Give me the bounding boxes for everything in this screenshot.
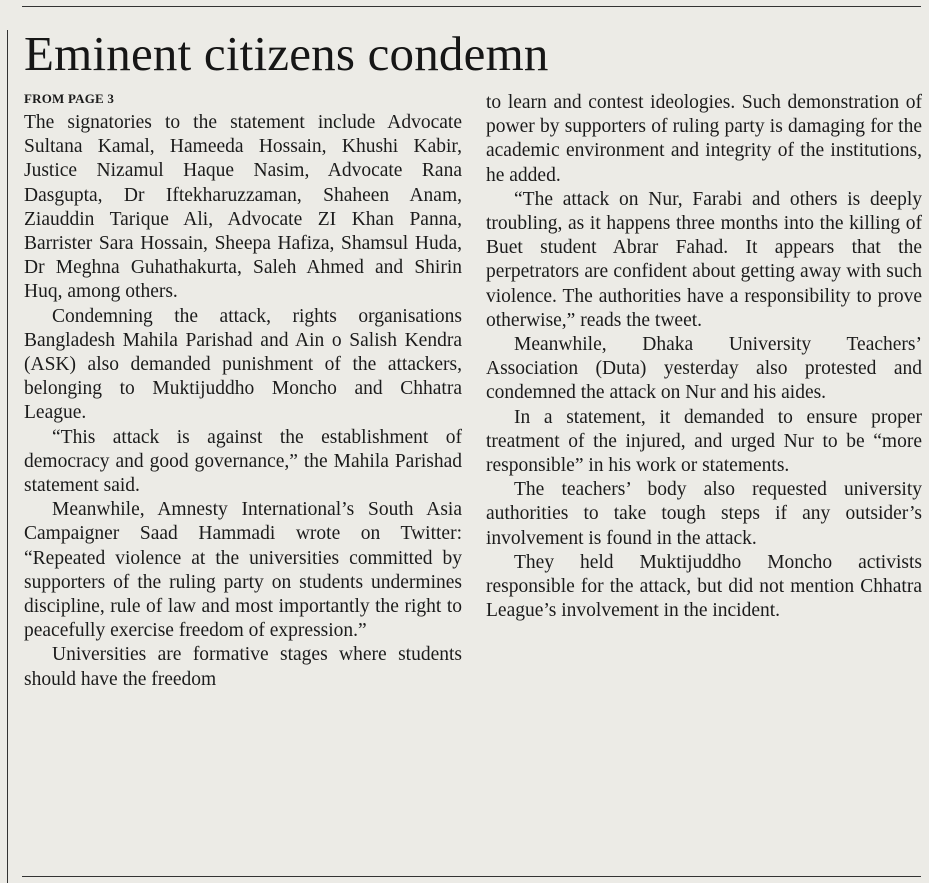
left-column-rule bbox=[7, 30, 8, 883]
paragraph: Condemning the attack, rights organisations Bangladesh Mahila Parishad and Ain o Salish Kendra (ASK) also demanded punishment of the attackers, belonging to Muktijuddho Moncho and Chhatra League. bbox=[24, 305, 462, 424]
paragraph: Meanwhile, Amnesty International’s South Asia Campaigner Saad Hammadi wrote on Twitter: “Repeated violence at the universities committed by supporters of the ruling party on students undermines discipline, rule of law and most importantly the right to peacefully exercise freedom of expression.” bbox=[24, 499, 462, 642]
paragraph: In a statement, it demanded to ensure proper treatment of the injured, and urged Nur to be “more responsible” in his work or statements. bbox=[486, 406, 922, 477]
paragraph: The teachers’ body also requested university authorities to take tough steps if any outsider’s involvement is found in the attack. bbox=[486, 479, 922, 549]
jump-label: FROM PAGE 3 bbox=[24, 91, 115, 106]
paragraph: “The attack on Nur, Farabi and others is deeply troubling, as it happens three months into the killing of Buet student Abrar Fahad. It appears that the perpetrators are confident about getting away with such violence. The authorities have a responsibility to prove otherwise,” reads the tweet. bbox=[486, 188, 922, 331]
paragraph: “This attack is against the establishment of democracy and good governance,” the Mahila Parishad statement said. bbox=[24, 426, 462, 497]
top-rule bbox=[22, 6, 921, 7]
headline: Eminent citizens condemn bbox=[24, 26, 549, 81]
paragraph: to learn and contest ideologies. Such demonstration of power by supporters of ruling party is damaging for the academic environment and integrity of the institutions, he added. bbox=[486, 92, 922, 186]
bottom-rule bbox=[22, 876, 921, 877]
paragraph: Universities are formative stages where students should have the freedom bbox=[24, 644, 462, 690]
article-column-right bbox=[486, 91, 922, 623]
paragraph: They held Muktijuddho Moncho activists responsible for the attack, but did not mention Chhatra League’s involvement in the incident. bbox=[486, 551, 922, 622]
paragraph: Meanwhile, Dhaka University Teachers’ Association (Duta) yesterday also protested and condemned the attack on Nur and his aides. bbox=[486, 334, 922, 404]
paragraph: The signatories to the statement include Advocate Sultana Kamal, Hameeda Hossain, Khushi Kabir, Justice Nizamul Haque Nasim, Advocate Rana Dasgupta, Dr Iftekharuzzaman, Shaheen Anam, Ziauddin Tarique Ali, Advocate ZI Khan Panna, Barrister Sara Hossain, Sheepa Hafiza, Shamsul Huda, Dr Meghna Guhathakurta, Saleh Ahmed and Shirin Huq, among others. bbox=[24, 112, 462, 303]
article-column-left bbox=[24, 91, 462, 692]
